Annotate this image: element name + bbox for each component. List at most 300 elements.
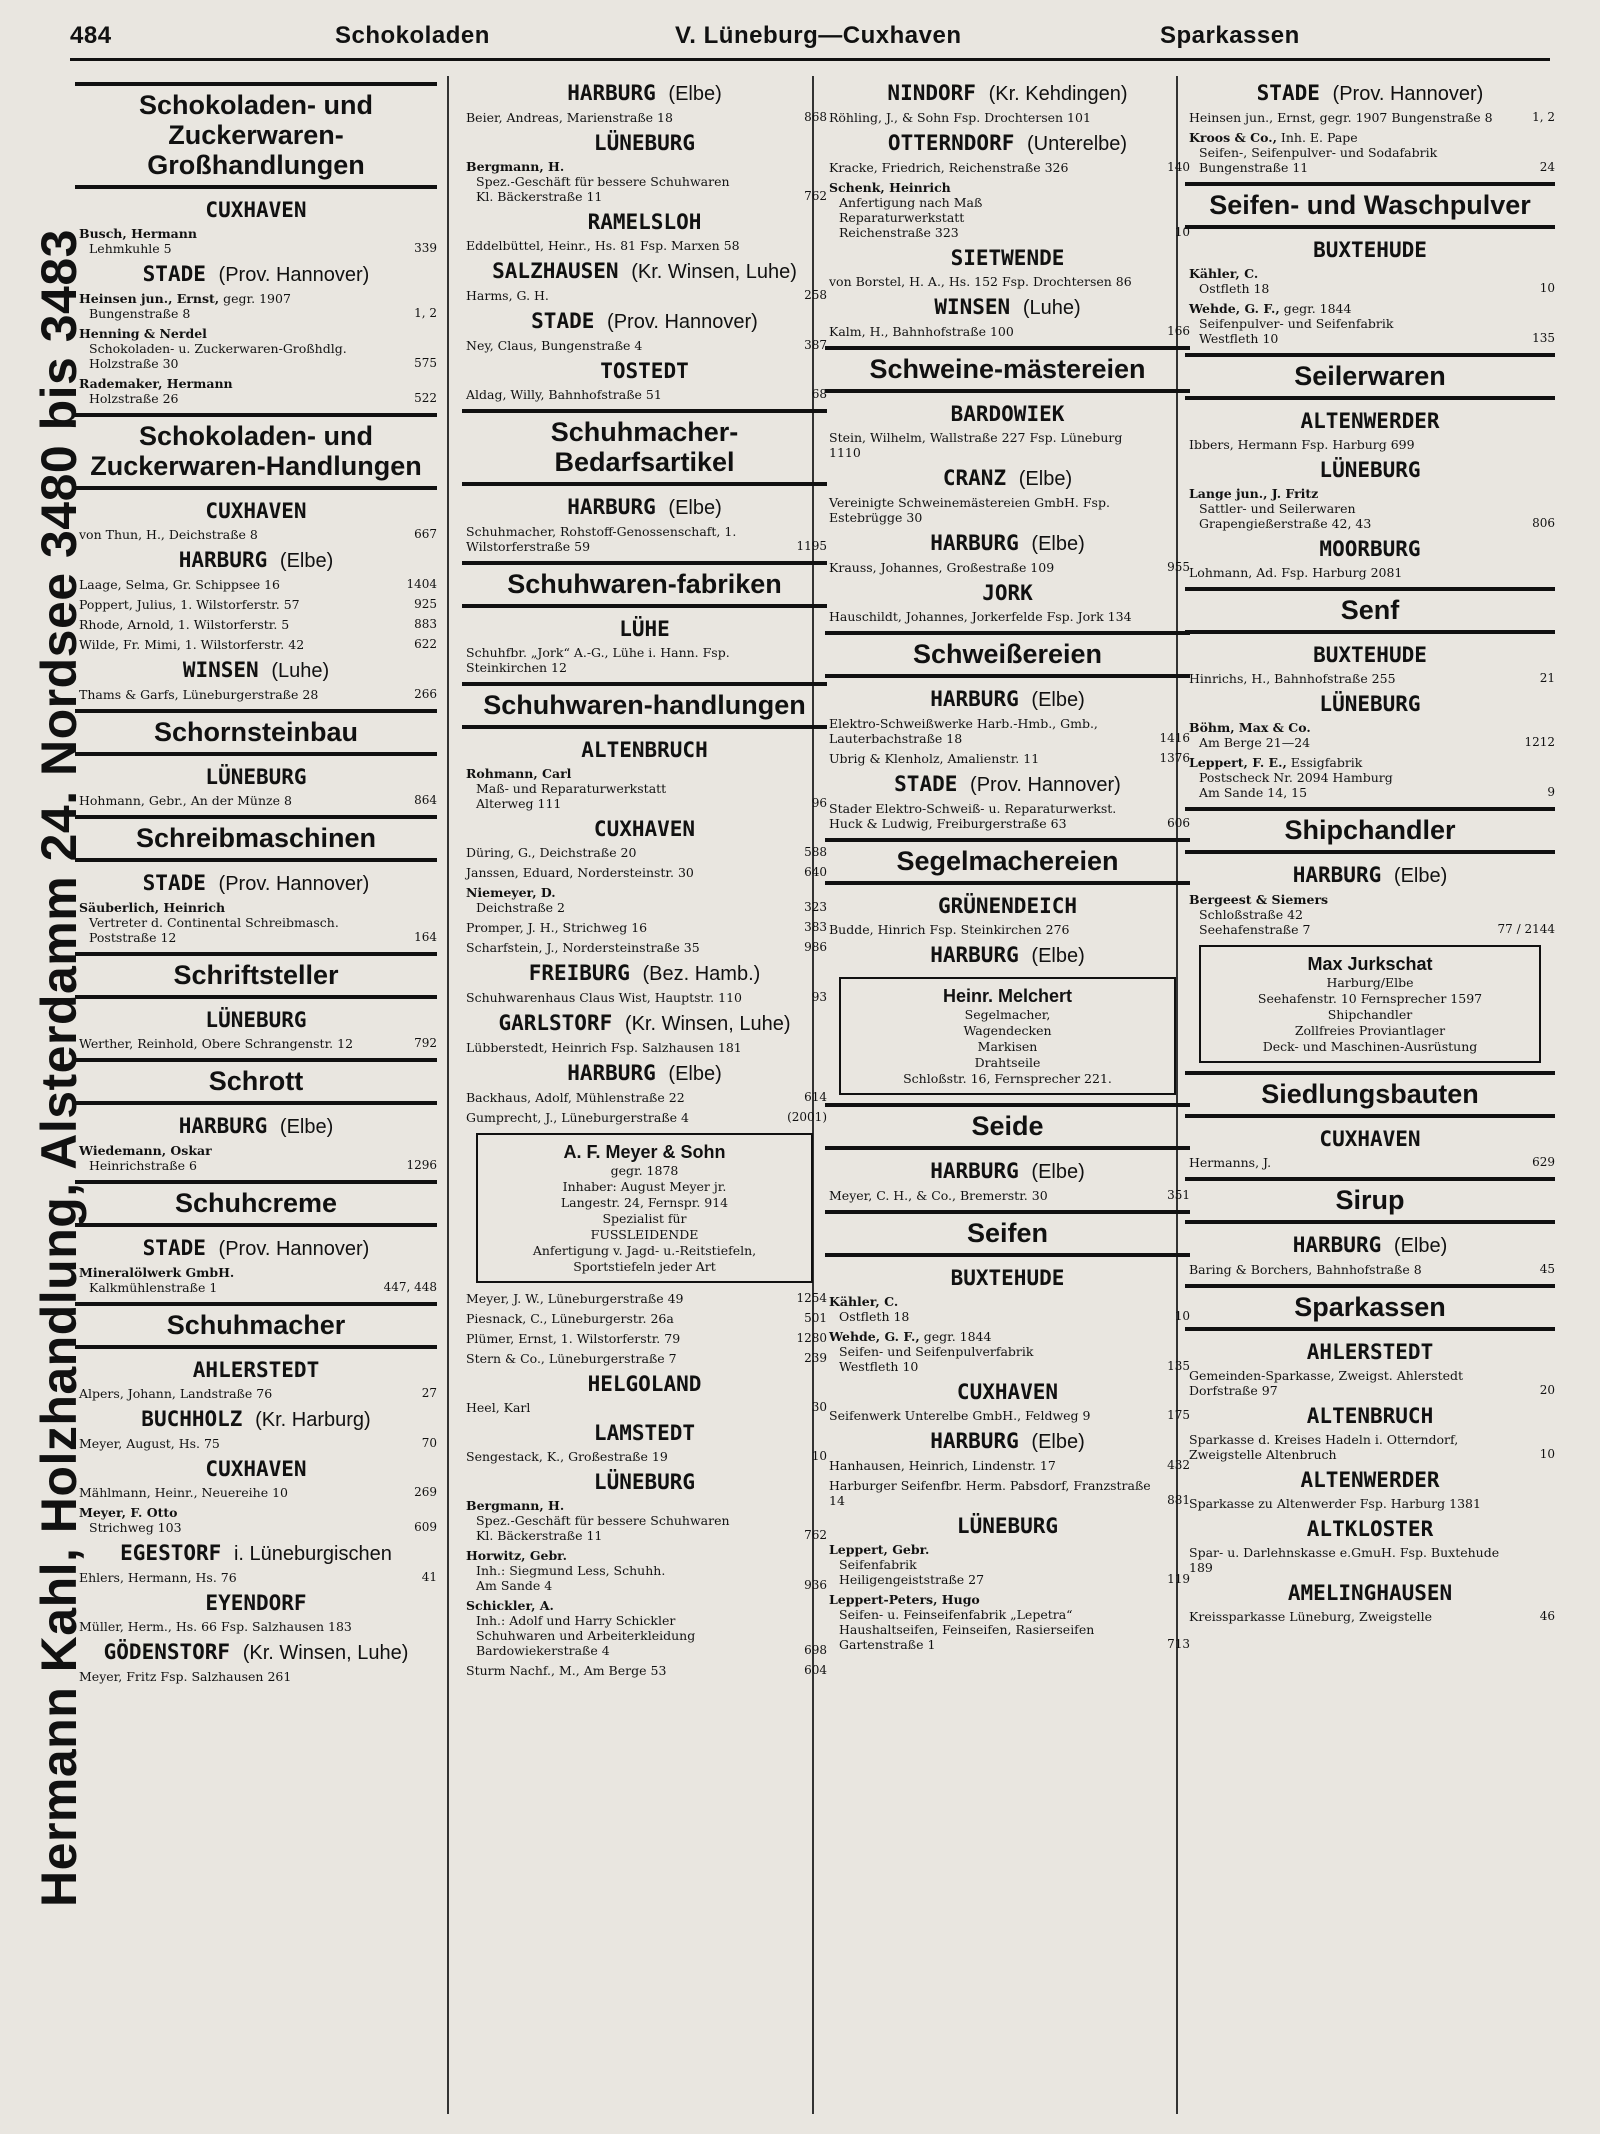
entry-line: Vertreter d. Continental Schreibmasch. [89,915,339,930]
entry-first-line [829,324,1152,339]
directory-entry [466,940,827,955]
directory-entry [1189,130,1555,175]
entry-first-line [79,1570,399,1585]
town-name [825,893,1190,919]
entry-text: Baring & Borchers, Bahnhofstraße 8 [1189,1262,1422,1277]
town-name [462,816,827,842]
town-name [825,401,1190,427]
phone-number: 501 [804,1311,827,1325]
directory-entry [829,1542,1190,1587]
directory-section [825,631,1190,831]
town-label: LÜNEBURG [205,765,307,789]
entry-first-line [466,645,789,675]
phone-number: 447, 448 [383,1280,437,1294]
ad-line: Schloßstr. 16, Fernsprecher 221. [903,1071,1112,1086]
directory-entry [79,900,437,945]
entry-name: Bergmann, H. [466,159,565,174]
entry-text: Scharfstein, J., Nordersteinstraße 35 [466,940,700,955]
entry-name: Niemeyer, D. [466,885,556,900]
directory-section [1185,945,1555,1063]
directory-entry [79,1265,437,1295]
town-label: ALTENBRUCH [1306,1404,1434,1428]
entry-text: Gemeinden-Sparkasse, Zweigst. Ahlerstedt Dorfstraße 97 [1189,1368,1464,1398]
entry-name: Horwitz, Gebr. [466,1548,567,1563]
entry-first-line [1189,1432,1517,1462]
town-region: (Elbe) [668,1063,722,1085]
entry-name: Schickler, A. [466,1598,554,1613]
entry-first-line [79,1036,399,1051]
entry-line: Schuhwaren und Arbeiterkleidung [476,1628,696,1643]
entry-first-line [829,1592,1152,1607]
directory-section [825,346,1190,624]
category-heading: Shipchandler [1185,807,1555,854]
entry-text: Meyer, Fritz Fsp. Salzhausen 261 [79,1669,292,1684]
phone-number: 24 [1539,160,1555,174]
phone-number: 119 [1167,1572,1190,1586]
phone-number: 1296 [406,1158,437,1172]
ad-line: Sportstiefeln jeder Art [573,1259,716,1274]
directory-section [462,561,827,675]
phone-number: 140 [1167,160,1190,174]
entry-text: gegr. 1844 [1283,301,1352,316]
town-label: GRÜNENDEICH [937,894,1078,918]
entry-text: Janssen, Eduard, Nordersteinstr. 30 [466,865,694,880]
entry-text: Müller, Herm., Hs. 66 Fsp. Salzhausen 183 [79,1619,352,1634]
phone-number: 27 [421,1386,437,1400]
column-3 [825,76,1190,2114]
town-name [1185,1467,1555,1493]
town-name [75,1357,437,1383]
entry-text: Ehlers, Hermann, Hs. 76 [79,1570,237,1585]
town-name [825,245,1190,271]
entry-first-line [1189,266,1517,281]
directory-entry [829,1408,1190,1423]
directory-entry [1189,110,1555,125]
town-name [825,1428,1190,1455]
entry-first-line [466,1498,789,1513]
phone-number: 1212 [1524,735,1555,749]
directory-section [1185,587,1555,800]
directory-section [75,1302,437,1684]
town-name [75,1113,437,1140]
phone-number: 10 [1174,1309,1190,1323]
directory-section [1185,353,1555,580]
entry-line: Ostfleth 18 [1199,281,1270,296]
entry-first-line [79,1669,399,1684]
directory-entry [829,1294,1190,1324]
entry-text: Ubrig & Klenholz, Amalienstr. 11 [829,751,1040,766]
entry-text: Schuhmacher, Rohstoff-Genossenschaft, 1. Wilstorferstraße 59 [466,524,737,554]
phone-number: 68 [811,387,827,401]
ad-line: FUSSLEIDENDE [590,1227,699,1242]
town-name [1185,1403,1555,1429]
directory-entry [466,645,827,675]
entry-text: Harburger Seifenfbr. Herm. Pabsdorf, Franzstraße 14 [829,1478,1151,1508]
directory-entry [466,1351,827,1366]
entry-name: Leppert-Peters, Hugo [829,1592,980,1607]
entry-text: Ney, Claus, Bungenstraße 4 [466,338,643,353]
entry-line: Seifenpulver- und Seifenfabrik [1199,316,1394,331]
entry-first-line [1189,437,1517,452]
town-region: (Elbe) [1393,1235,1448,1257]
directory-section [75,82,437,406]
town-label: EYENDORF [205,1591,307,1615]
entry-first-line [466,766,789,781]
town-name [462,1420,827,1446]
phone-number: 936 [804,1578,827,1592]
directory-section [75,1058,437,1173]
town-name [825,942,1190,969]
entry-text: Sengestack, K., Großestraße 19 [466,1449,668,1464]
entry-first-line [79,527,399,542]
entry-text: Seifenwerk Unterelbe GmbH., Feldweg 9 [829,1408,1091,1423]
entry-first-line [466,1291,789,1306]
town-label: ALTENWERDER [1300,1468,1440,1492]
entry-first-line [466,940,789,955]
town-name [825,1158,1190,1185]
town-label: JORK [982,581,1033,605]
phone-number: 239 [804,1351,827,1365]
advertisement-box [839,977,1176,1095]
directory-entry [466,288,827,303]
category-heading: Seifen- und Waschpulver [1185,182,1555,229]
town-name [1185,1126,1555,1152]
phone-number: 667 [414,527,437,541]
directory-entry [829,1592,1190,1652]
town-region: (Kr. Winsen, Luhe) [624,1013,791,1035]
directory-section [825,1103,1190,1203]
town-label: STADE [1256,81,1320,105]
town-label: HARBURG [567,81,656,105]
entry-text: Essigfabrik [1290,755,1363,770]
town-region: (Prov. Hannover) [607,311,758,333]
town-label: CUXHAVEN [956,1380,1059,1404]
category-heading: Seilerwaren [1185,353,1555,400]
town-label: CUXHAVEN [1319,1127,1421,1151]
entry-text: Gumprecht, J., Lüneburgerstraße 4 [466,1110,689,1125]
phone-number: 339 [414,241,437,255]
entry-line: Seifen-, Seifenpulver- und Sodafabrik [1199,145,1438,160]
entry-name: Rademaker, Hermann [79,376,233,391]
entry-first-line [1189,1609,1517,1624]
town-label: LÜNEBURG [1319,692,1421,716]
entry-first-line [829,430,1152,460]
directory-entry [466,885,827,915]
entry-text: Inh. E. Pape [1280,130,1358,145]
directory-entry [1189,1262,1555,1277]
entry-name: Böhm, Max & Co. [1189,720,1311,735]
entry-line: Am Sande 14, 15 [1199,785,1308,800]
entry-text: Ibbers, Hermann Fsp. Harburg 699 [1189,437,1415,452]
directory-entry [466,524,827,554]
directory-entry [1189,720,1555,750]
directory-entry [79,793,437,808]
directory-entry [1189,486,1555,531]
town-label: HARBURG [930,531,1019,555]
directory-entry [79,376,437,406]
entry-first-line [79,900,399,915]
entry-text: Kreissparkasse Lüneburg, Zweigstelle [1189,1609,1432,1624]
entry-line: Kalkmühlenstraße 1 [89,1280,218,1295]
entry-first-line [1189,110,1517,125]
column-divider [447,76,449,2114]
entry-first-line [79,1386,399,1401]
town-name [75,870,437,897]
entry-text: Meyer, J. W., Lüneburgerstraße 49 [466,1291,684,1306]
directory-entry [829,430,1190,460]
phone-number: 614 [804,1090,827,1104]
directory-entry [79,1669,437,1684]
category-heading: Schweißereien [825,631,1190,678]
town-name [75,1235,437,1262]
phone-number: 609 [414,1520,437,1534]
ad-title: Heinr. Melchert [942,986,1073,1006]
entry-name: Leppert, F. E., [1189,755,1287,770]
entry-text: Piesnack, C., Lüneburgerstr. 26a [466,1311,674,1326]
phone-number: 806 [1532,516,1555,530]
phone-number: 1, 2 [1532,110,1555,124]
town-region: (Luhe) [1022,297,1081,319]
town-label: LÜNEBURG [956,1514,1059,1538]
entry-first-line [1189,565,1517,580]
entry-text: Promper, J. H., Strichweg 16 [466,920,648,935]
town-label: ALTENBRUCH [581,738,708,762]
town-region: (Elbe) [668,83,722,105]
directory-entry [466,387,827,402]
directory-entry [829,751,1190,766]
town-label: ALTENWERDER [1300,409,1440,433]
entry-line: Spez.-Geschäft für bessere Schuhwaren [476,1513,730,1528]
town-name [825,1265,1190,1291]
directory-entry [466,1400,827,1415]
directory-entry [1189,671,1555,686]
category-heading: Schriftsteller [75,952,437,999]
entry-first-line [466,1040,789,1055]
entry-name: Busch, Hermann [79,226,197,241]
directory-entry [829,801,1190,831]
entry-name: Schenk, Heinrich [829,180,951,195]
town-label: BARDOWIEK [950,402,1065,426]
directory-entry [1189,437,1555,452]
entry-text: Hanhausen, Heinrich, Lindenstr. 17 [829,1458,1056,1473]
directory-entry [79,1485,437,1500]
entry-first-line [79,1619,399,1634]
town-name [75,197,437,223]
phone-number: 77 / 2144 [1497,922,1555,936]
town-label: LÜNEBURG [1319,458,1421,482]
phone-number: 698 [804,1643,827,1657]
town-label: SIETWENDE [950,246,1065,270]
entry-line: Postscheck Nr. 2094 Hamburg [1199,770,1393,785]
directory-entry [466,766,827,811]
ad-title: Max Jurkschat [1307,954,1433,974]
column-1 [75,76,437,2114]
entry-first-line [79,637,399,652]
phone-number: 1376 [1159,751,1190,765]
town-label: SALZHAUSEN [492,259,619,283]
directory-entry [79,1036,437,1051]
town-region: (Prov. Hannover) [218,264,370,286]
entry-line: Reparaturwerkstatt [839,210,965,225]
entry-first-line [79,617,399,632]
town-label: WINSEN [182,658,259,682]
town-name [1185,536,1555,562]
entry-first-line [829,274,1152,289]
directory-entry [829,922,1190,937]
phone-number: 70 [421,1436,437,1450]
town-label: LÜNEBURG [205,1008,307,1032]
directory-entry [829,716,1190,746]
directory-entry [466,1548,827,1593]
town-name [75,261,437,288]
town-name [462,358,827,384]
entry-first-line [466,387,789,402]
phone-number: 135 [1532,331,1555,345]
entry-text: Stern & Co., Lüneburgerstraße 7 [466,1351,677,1366]
town-name [825,80,1190,107]
ad-line: Anfertigung v. Jagd- u.-Reitstiefeln, [532,1243,757,1258]
advertisement-box [476,1133,813,1283]
entry-text: Heel, Karl [466,1400,531,1415]
directory-section [825,1210,1190,1652]
category-heading: Siedlungsbauten [1185,1071,1555,1118]
entry-first-line [829,495,1152,525]
town-label: HARBURG [567,495,656,519]
town-name [462,1010,827,1037]
entry-line: Holzstraße 26 [89,391,179,406]
directory-section [462,682,827,1125]
directory-entry [1189,755,1555,800]
entry-line: Kl. Bäckerstraße 11 [476,1528,603,1543]
town-label: ALTKLOSTER [1306,1517,1434,1541]
entry-text: Lohmann, Ad. Fsp. Harburg 2081 [1189,565,1403,580]
phone-number: 1280 [796,1331,827,1345]
entry-first-line [79,1436,399,1451]
town-name [1185,862,1555,889]
town-name [1185,1232,1555,1259]
entry-line: Strichweg 103 [89,1520,182,1535]
entry-first-line [466,110,789,125]
town-name [462,209,827,235]
town-label: LÜNEBURG [593,131,696,155]
ad-line: Wagendecken [963,1023,1052,1038]
directory-entry [466,1311,827,1326]
phone-number: 522 [414,391,437,405]
directory-section [462,1133,827,1283]
directory-section [75,709,437,808]
directory-entry [79,1570,437,1585]
directory-entry [79,226,437,256]
town-region: (Elbe) [1031,1161,1085,1183]
entry-line: Inh.: Adolf und Harry Schickler [476,1613,676,1628]
entry-text: Hohmann, Gebr., An der Münze 8 [79,793,292,808]
directory-entry [79,527,437,542]
directory-entry [79,687,437,702]
entry-text: Werther, Reinhold, Obere Schrangenstr. 12 [79,1036,354,1051]
phone-number: 955 [1167,560,1190,574]
entry-first-line [466,1449,789,1464]
entry-line: Seehafenstraße 7 [1199,922,1311,937]
entry-text: Stader Elektro-Schweiß- u. Reparaturwerkst. Huck & Ludwig, Freiburgerstraße 63 [829,801,1117,831]
directory-entry [1189,1432,1555,1462]
directory-entry [829,609,1190,624]
phone-number: 986 [804,940,827,954]
entry-first-line [829,801,1152,831]
category-heading: Seide [825,1103,1190,1150]
phone-number: 606 [1167,816,1190,830]
entry-text: Hauschildt, Johannes, Jorkerfelde Fsp. Jork 134 [829,609,1132,624]
phone-number: 266 [414,687,437,701]
category-heading: Sirup [1185,1177,1555,1224]
entry-first-line [829,1329,1152,1344]
town-region: (Kr. Kehdingen) [988,83,1128,105]
entry-first-line [1189,1155,1517,1170]
town-label: HARBURG [930,687,1019,711]
phone-number: 323 [804,900,827,914]
directory-entry [829,274,1190,289]
entry-first-line [1189,1545,1517,1575]
page-number: 484 [70,22,112,49]
entry-first-line [1189,301,1517,316]
directory-entry [829,110,1190,125]
town-name [75,1639,437,1666]
town-name [1185,1339,1555,1365]
entry-first-line [829,1542,1152,1557]
town-name [462,130,827,156]
phone-number: 46 [1539,1609,1555,1623]
town-label: TOSTEDT [600,359,689,383]
entry-text: gegr. 1907 [223,291,291,306]
town-name [1185,80,1555,107]
directory-entry [79,1386,437,1401]
entry-text: Spar- u. Darlehnskasse e.GmuH. Fsp. Buxtehude 189 [1189,1545,1500,1575]
category-heading: Schreibmaschinen [75,815,437,862]
directory-entry [829,1329,1190,1374]
phone-number: 10 [1174,225,1190,239]
entry-name: Henning & Nerdel [79,326,207,341]
entry-first-line [829,1408,1152,1423]
entry-text: Backhaus, Adolf, Mühlenstraße 22 [466,1090,685,1105]
entry-name: Wehde, G. F., [829,1329,920,1344]
page-header [70,18,1550,61]
entry-first-line [829,716,1152,746]
phone-number: 883 [414,617,437,631]
town-label: HARBURG [930,1429,1019,1453]
town-name [1185,457,1555,483]
entry-first-line [79,1143,399,1158]
directory-section [1185,807,1555,937]
entry-line: Bardowiekerstraße 4 [476,1643,610,1658]
phone-number: 164 [414,930,437,944]
entry-first-line [466,288,789,303]
town-region: (Elbe) [668,497,722,519]
town-name [75,764,437,790]
directory-entry [1189,1368,1555,1398]
category-heading: Schornsteinbau [75,709,437,756]
entry-line: Heiligengeiststraße 27 [839,1572,985,1587]
town-label: BUCHHOLZ [141,1407,243,1431]
town-name [1185,642,1555,668]
town-region: (Elbe) [1031,945,1085,967]
entry-first-line [79,326,399,341]
town-label: LÜHE [619,617,670,641]
phone-number: 175 [1167,1408,1190,1422]
entry-first-line [1189,1368,1517,1398]
phone-number: 1, 2 [414,306,437,320]
phone-number: 713 [1167,1637,1190,1651]
directory-section [75,413,437,702]
phone-number: 881 [1167,1493,1190,1507]
